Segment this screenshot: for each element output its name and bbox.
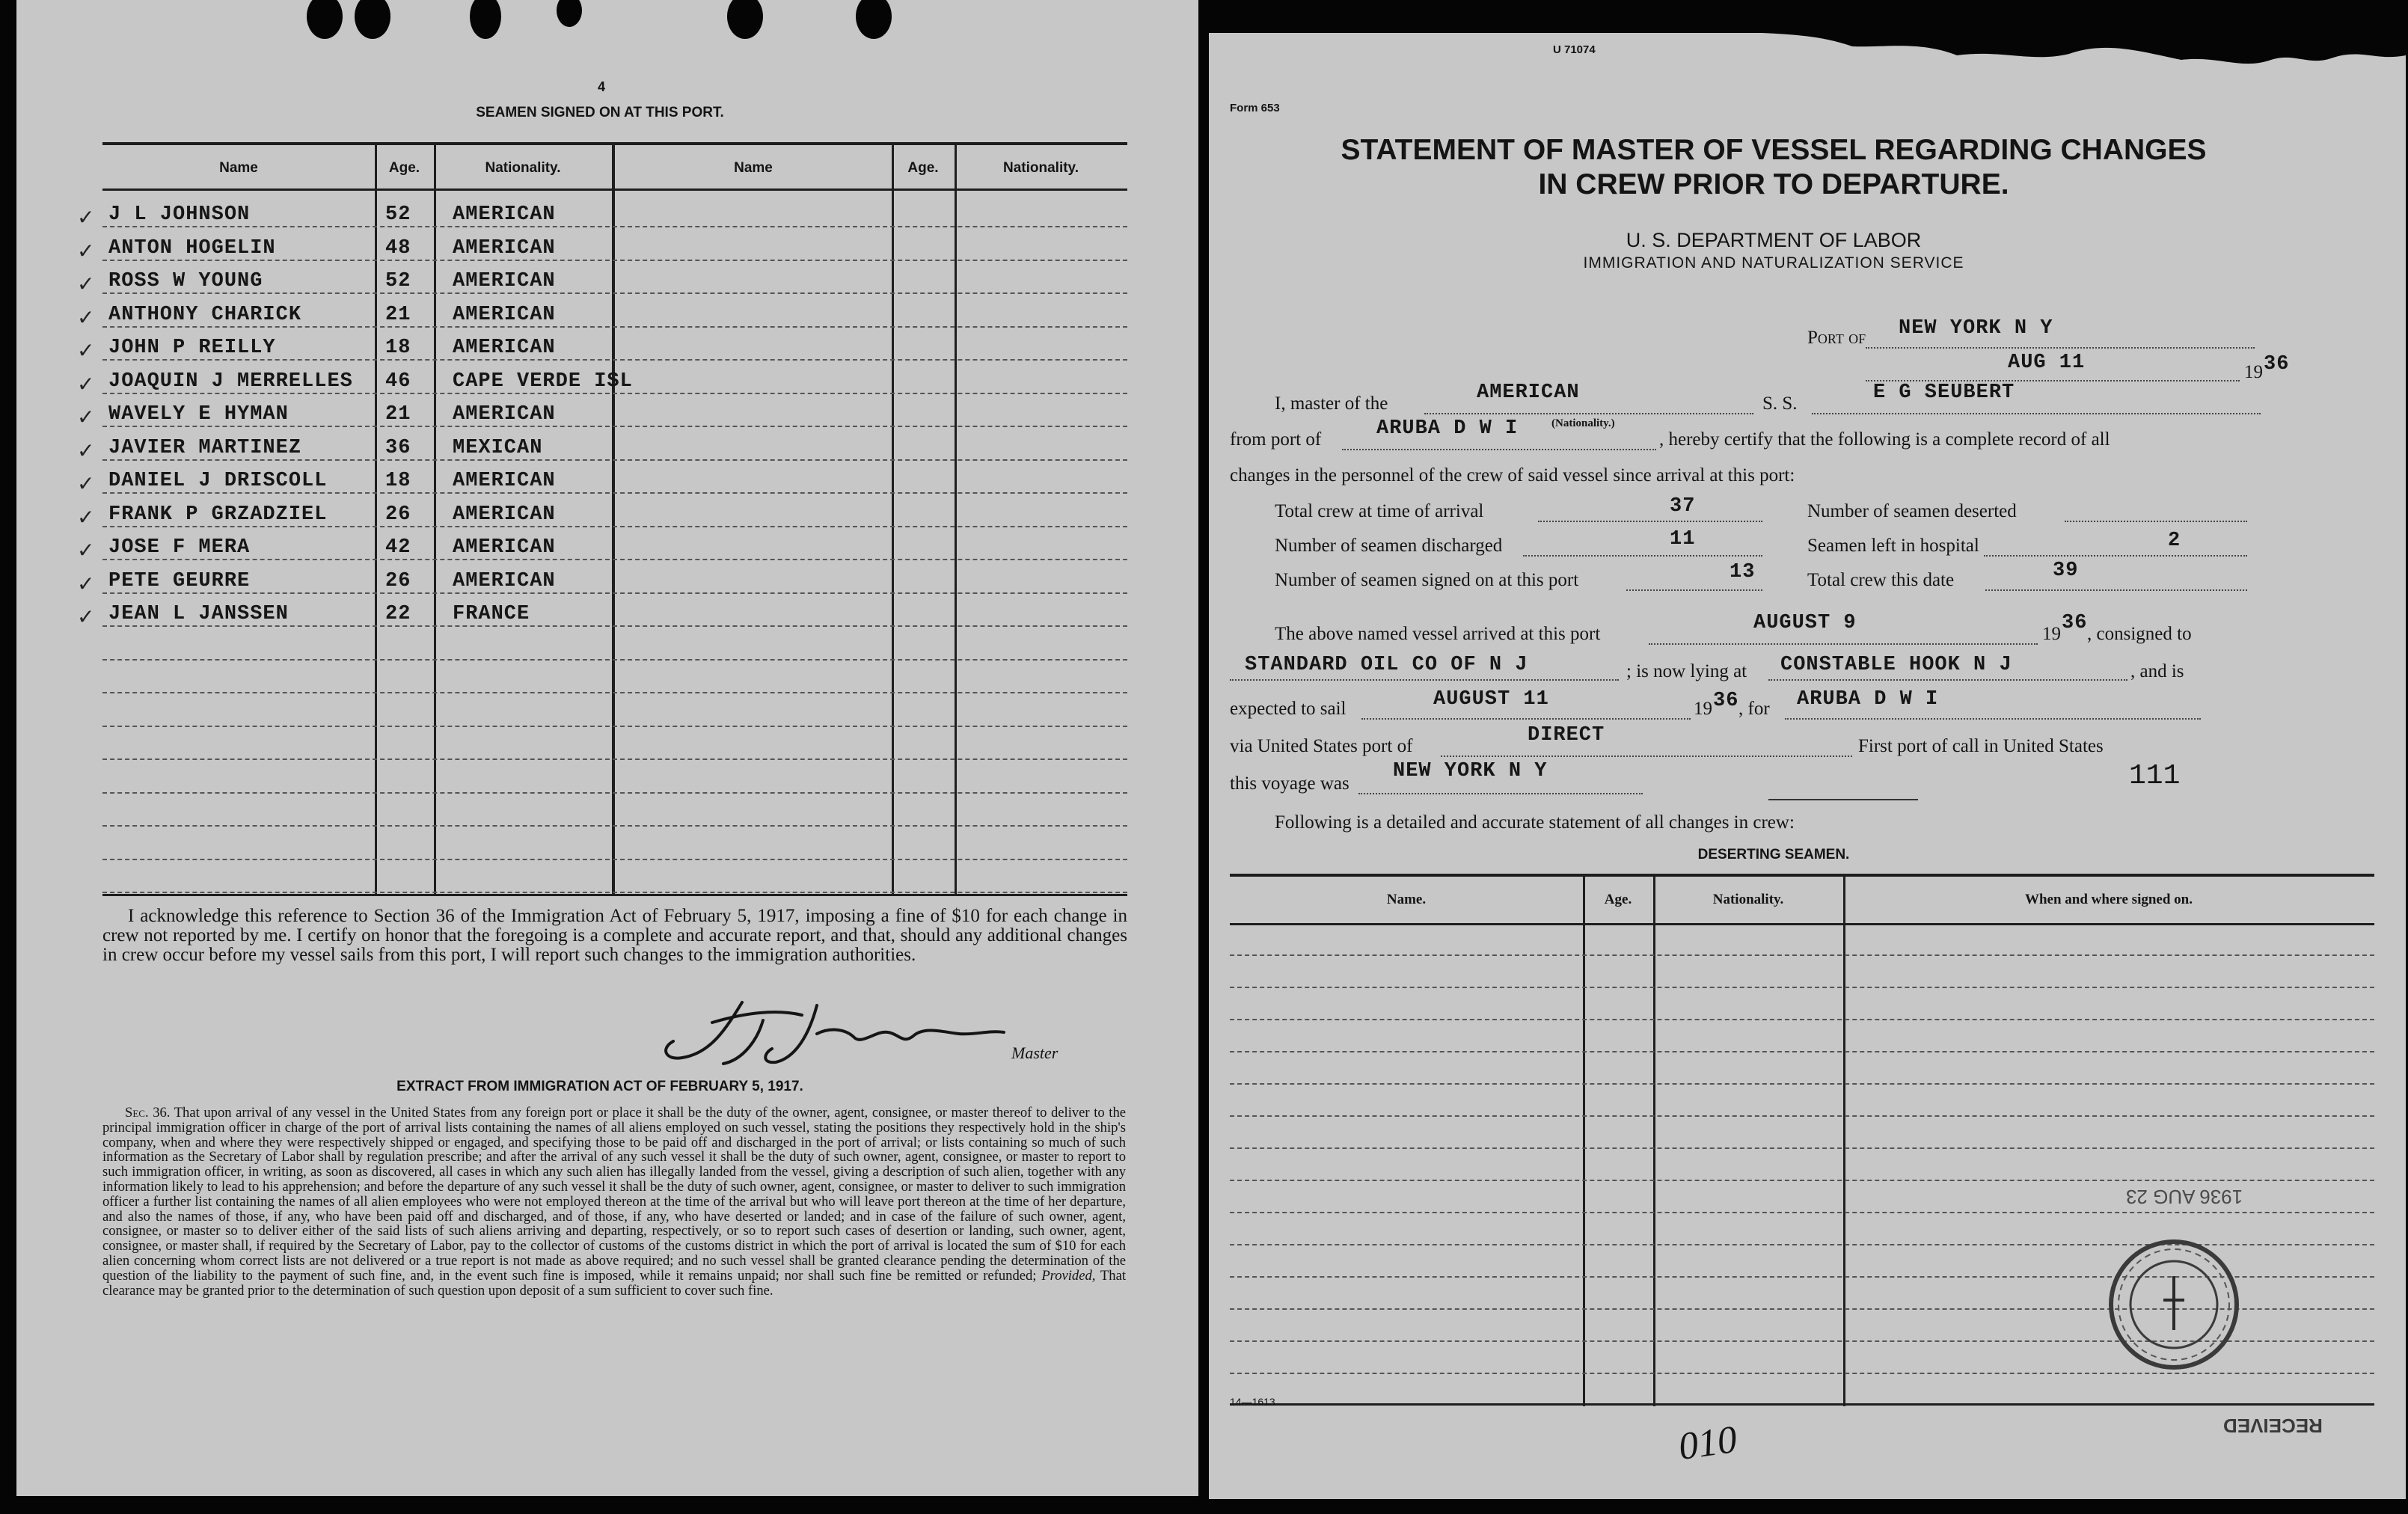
seaman-row: [77, 533, 615, 563]
col-nationality-2: Nationality.: [1003, 160, 1079, 176]
checkmark-icon: ✓: [77, 340, 95, 363]
seaman-nationality: AMERICAN: [453, 303, 556, 326]
row-rule: [102, 692, 1127, 693]
row-rule: [1230, 987, 2374, 988]
seaman-name: JOAQUIN J MERRELLES: [108, 370, 353, 393]
form-number: Form 653: [1230, 102, 1280, 114]
col-age-2: Age.: [907, 160, 939, 176]
punch-hole: [557, 0, 582, 27]
col-age: Age.: [388, 160, 420, 176]
seaman-nationality: AMERICAN: [453, 236, 556, 260]
seaman-name: ANTON HOGELIN: [108, 236, 276, 260]
row-rule: [102, 892, 1127, 893]
seaman-name: PETE GEURRE: [108, 569, 251, 592]
seaman-age: 52: [385, 270, 411, 292]
page-number: 4: [598, 79, 606, 94]
col-name-2: Name: [734, 160, 773, 176]
immigration-stamp: [2039, 1150, 2309, 1375]
seaman-nationality: AMERICAN: [453, 337, 556, 359]
col-deserting-when: When and where signed on.: [2024, 892, 2193, 907]
seaman-nationality: AMERICAN: [453, 503, 556, 526]
total-today-label: Total crew this date: [1807, 570, 1955, 590]
seaman-age: 18: [385, 337, 411, 359]
extract-body: That upon arrival of any vessel in the United States from any foreign port or place it shall be the duty of the owner, agent, consignee, or master thereof to deliver to the principal immigration officer in charge of the port of arrival lists containing the names of all aliens employed on such vessel, stating the positions they respectively hold in the ship's company, when and where they were respectively shipped or engaged, and specifying those to be paid off and discharged in the port of arrival; or lists containing so much of such information as the Secretary of Labor shall by regulation prescribe; and after the arrival of any such vessel it shall be the duty of such owner, agent, consignee, or master to report to such immigration officer, in writing, as soon as discovered, all cases in which any such alien has illegally landed from the vessel, giving a description of such alien, together with any information likely to lead to his apprehension; and before the departure of any such vessel it shall be the duty of such owner, agent, consignee, or master to deliver to such immigration officer a further list containing the names of all alien employees who were not employed thereon at the time of the arrival but who will leave port thereon at the time of her departure, and also the names of those, if any, who have been paid off and discharged, and of those, if any, who have deserted or landed; and in case of the failure of such owner, agent, consignee, or master so to deliver either of the said lists of such aliens arriving and departing, respectively, or so to report such cases of desertion or landing, such owner, agent, consignee, or master shall, if required by the Secretary of Labor, pay to the collector of customs of the customs district in which the port of arrival is located the sum of $10 for each alien concerning whom correct lists are not delivered or a true report is not made as above required; and no such vessel shall be granted clearance pending the determination of the question of the liability to the payment of such fine, and, in the event such fine is imposed, while it remains unpaid; nor shall such fine be remitted or refunded;: [102, 1105, 1126, 1284]
col-deserting-age: Age.: [1604, 892, 1632, 907]
first-port-label: First port of call in United States: [1858, 736, 2104, 756]
seaman-age: 42: [385, 536, 411, 559]
row-rule: [102, 726, 1127, 727]
via-label: via United States port of: [1230, 736, 1413, 756]
seaman-nationality: AMERICAN: [453, 536, 556, 559]
certify-text-2: changes in the personnel of the crew of said vessel since arrival at this port:: [1230, 465, 1795, 485]
checkmark-icon: ✓: [77, 606, 95, 629]
row-rule: [102, 792, 1127, 794]
seaman-nationality: AMERICAN: [453, 270, 556, 292]
seaman-name: ROSS W YOUNG: [108, 270, 263, 292]
seaman-row: [77, 301, 615, 331]
seaman-nationality: CAPE VERDE ISL: [453, 370, 633, 393]
extract-heading: EXTRACT FROM IMMIGRATION ACT OF FEBRUARY 5, 1917.: [396, 1079, 803, 1094]
vessel-name: E G SEUBERT: [1873, 381, 2015, 404]
seaman-nationality: AMERICAN: [453, 403, 556, 426]
seaman-nationality: AMERICAN: [453, 470, 556, 492]
master-prefix: I, master of the: [1275, 393, 1388, 414]
sail-year-prefix: 19: [1694, 699, 1712, 719]
seaman-row: [77, 434, 615, 464]
seaman-row: [77, 200, 615, 230]
seaman-row: [77, 500, 615, 530]
seaman-nationality: MEXICAN: [453, 436, 543, 459]
row-rule: [1230, 1115, 2374, 1117]
discharged-label: Number of seamen discharged: [1275, 536, 1503, 556]
for-label: , for: [1738, 699, 1770, 719]
col-deserting-name: Name.: [1386, 892, 1427, 907]
right-page: [1209, 33, 2406, 1499]
seaman-row: [77, 467, 615, 497]
date: AUG 11: [2008, 352, 2086, 374]
punch-hole: [355, 0, 390, 39]
punch-hole: [470, 0, 501, 39]
discharged: 11: [1670, 528, 1696, 551]
form-title-line2: IN CREW PRIOR TO DEPARTURE.: [1538, 168, 2009, 200]
following-text: Following is a detailed and accurate statement of all changes in crew:: [1275, 812, 1795, 833]
lying-at: CONSTABLE HOOK N J: [1780, 654, 2012, 676]
row-rule: [1230, 1083, 2374, 1085]
consignee: STANDARD OIL CO OF N J: [1245, 654, 1528, 676]
seaman-age: 21: [385, 403, 411, 426]
torn-edge: [1209, 33, 2406, 85]
seaman-age: 18: [385, 470, 411, 492]
expected-label: expected to sail: [1230, 699, 1347, 719]
handwritten-number: 111: [2129, 760, 2181, 792]
seaman-row: [77, 400, 615, 430]
punch-hole: [856, 0, 892, 39]
seaman-age: 48: [385, 236, 411, 260]
sail-year-suffix: 36: [1713, 690, 1739, 712]
row-rule: [1230, 1019, 2374, 1020]
extract-label: Sec. 36.: [125, 1105, 171, 1121]
voyage-label: this voyage was: [1230, 773, 1349, 794]
checkmark-icon: ✓: [77, 239, 95, 263]
seamen-heading: SEAMEN SIGNED ON AT THIS PORT.: [476, 105, 724, 120]
extract-proviso-label: Provided,: [1041, 1267, 1096, 1284]
seaman-name: FRANK P GRZADZIEL: [108, 503, 328, 526]
punch-hole: [727, 0, 763, 39]
signed-on-label: Number of seamen signed on at this port: [1275, 570, 1579, 590]
arrived-date: AUGUST 9: [1753, 612, 1857, 634]
checkmark-icon: ✓: [77, 473, 95, 496]
port-of: NEW YORK N Y: [1899, 317, 2053, 340]
col-name: Name: [219, 160, 258, 176]
destination: ARUBA D W I: [1797, 688, 1939, 711]
seaman-nationality: AMERICAN: [453, 203, 556, 226]
checkmark-icon: ✓: [77, 373, 95, 396]
year-prefix: 19: [2244, 362, 2263, 382]
arrived-year-suffix: 36: [2062, 612, 2088, 634]
seaman-row: [77, 367, 633, 397]
seamen-table: [77, 142, 1127, 896]
seaman-row: [77, 600, 615, 630]
hospital: 2: [2168, 530, 2181, 552]
seaman-name: JEAN L JANSSEN: [108, 603, 289, 625]
deserting-heading: DESERTING SEAMEN.: [1697, 847, 1850, 862]
checkmark-icon: ✓: [77, 406, 95, 429]
from-port-label: from port of: [1230, 429, 1322, 450]
checkmark-icon: ✓: [77, 439, 95, 463]
seaman-row: [77, 567, 615, 597]
seaman-name: JOSE F MERA: [108, 536, 251, 559]
stamp-date: 1936 AUG 23: [2126, 1186, 2243, 1208]
master-nationality: AMERICAN: [1477, 381, 1580, 404]
checkmark-icon: ✓: [77, 206, 95, 230]
row-rule: [102, 859, 1127, 860]
seaman-name: ANTHONY CHARICK: [108, 303, 302, 326]
total-today: 39: [2053, 560, 2079, 582]
seaman-row: [77, 267, 615, 297]
received-stamp: RECEIVED: [2223, 1415, 2323, 1437]
arrived-label: The above named vessel arrived at this port: [1275, 624, 1601, 644]
department: U. S. DEPARTMENT OF LABOR: [1626, 229, 1922, 251]
total-crew-arrival-label: Total crew at time of arrival: [1275, 501, 1484, 521]
seaman-nationality: AMERICAN: [453, 569, 556, 592]
master-signature: [630, 989, 1026, 1071]
row-rule: [1230, 954, 2374, 956]
hospital-label: Seamen left in hospital: [1807, 536, 1979, 556]
col-nationality: Nationality.: [485, 160, 561, 176]
ss-label: S. S.: [1762, 393, 1798, 414]
form-title: [1209, 133, 2338, 202]
port-of-label: Port of: [1807, 328, 1866, 348]
from-port: ARUBA D W I: [1376, 417, 1519, 440]
seaman-name: DANIEL J DRISCOLL: [108, 470, 328, 492]
lying-label: ; is now lying at: [1626, 661, 1747, 681]
checkmark-icon: ✓: [77, 539, 95, 563]
nationality-caption: (Nationality.): [1551, 417, 1615, 429]
seaman-row: [77, 234, 615, 264]
signed-on: 13: [1730, 561, 1756, 583]
seaman-name: JAVIER MARTINEZ: [108, 436, 302, 459]
page-mark: 010: [1676, 1418, 1740, 1469]
first-port: NEW YORK N Y: [1393, 760, 1548, 782]
consigned-label: , consigned to: [2087, 624, 2192, 644]
statement-fields: [1230, 290, 2397, 844]
row-rule: [102, 758, 1127, 760]
extract-text: [102, 1106, 1126, 1298]
seaman-name: WAVELY E HYMAN: [108, 403, 289, 426]
via-port: DIRECT: [1528, 724, 1605, 747]
seaman-row: [77, 334, 615, 364]
seaman-age: 26: [385, 503, 411, 526]
punch-hole: [307, 0, 343, 39]
total-crew-arrival: 37: [1670, 495, 1696, 518]
row-rule: [102, 825, 1127, 827]
row-rule: [1230, 1051, 2374, 1052]
checkmark-icon: ✓: [77, 572, 95, 596]
year-suffix: 36: [2264, 353, 2290, 376]
archive-stamp: U 71074: [1553, 43, 1596, 56]
left-page: [16, 0, 1198, 1496]
extract-proviso: That clearance may be granted prior to the determination of such question upon deposit of a sum sufficient to cover such fine.: [102, 1267, 1126, 1299]
certify-text: , hereby certify that the following is a complete record of all: [1659, 429, 2110, 450]
seaman-age: 36: [385, 436, 411, 459]
acknowledgement: I acknowledge this reference to Section 36 of the Immigration Act of February 5, 1917, imposing a fine of $10 for each change in crew not reported by me. I certify on honor that the foregoing is a complete and accurate report, and that, should any additional changes in crew occur before my vessel sails from this port, I will report such changes to the immigration authorities.: [102, 906, 1127, 965]
checkmark-icon: ✓: [77, 306, 95, 330]
row-rule: [1230, 1147, 2374, 1149]
seaman-nationality: FRANCE: [453, 603, 530, 625]
seaman-name: JOHN P REILLY: [108, 337, 276, 359]
checkmark-icon: ✓: [77, 506, 95, 530]
seaman-age: 22: [385, 603, 411, 625]
seaman-age: 21: [385, 303, 411, 326]
seaman-age: 46: [385, 370, 411, 393]
form-title-line1: STATEMENT OF MASTER OF VESSEL REGARDING CHANGES: [1341, 134, 2207, 166]
seaman-age: 26: [385, 569, 411, 592]
row-rule: [102, 659, 1127, 661]
col-deserting-nationality: Nationality.: [1712, 892, 1784, 907]
deserted-label: Number of seamen deserted: [1807, 501, 2017, 521]
seaman-age: 52: [385, 203, 411, 226]
sail-date: AUGUST 11: [1433, 688, 1549, 711]
arrived-year-prefix: 19: [2042, 624, 2061, 644]
signature-role: Master: [1011, 1043, 1059, 1062]
and-is: , and is: [2130, 661, 2184, 681]
seaman-name: J L JOHNSON: [108, 203, 251, 226]
footer-code: 14—1613: [1230, 1396, 1275, 1408]
checkmark-icon: ✓: [77, 273, 95, 296]
service: IMMIGRATION AND NATURALIZATION SERVICE: [1583, 254, 1964, 272]
